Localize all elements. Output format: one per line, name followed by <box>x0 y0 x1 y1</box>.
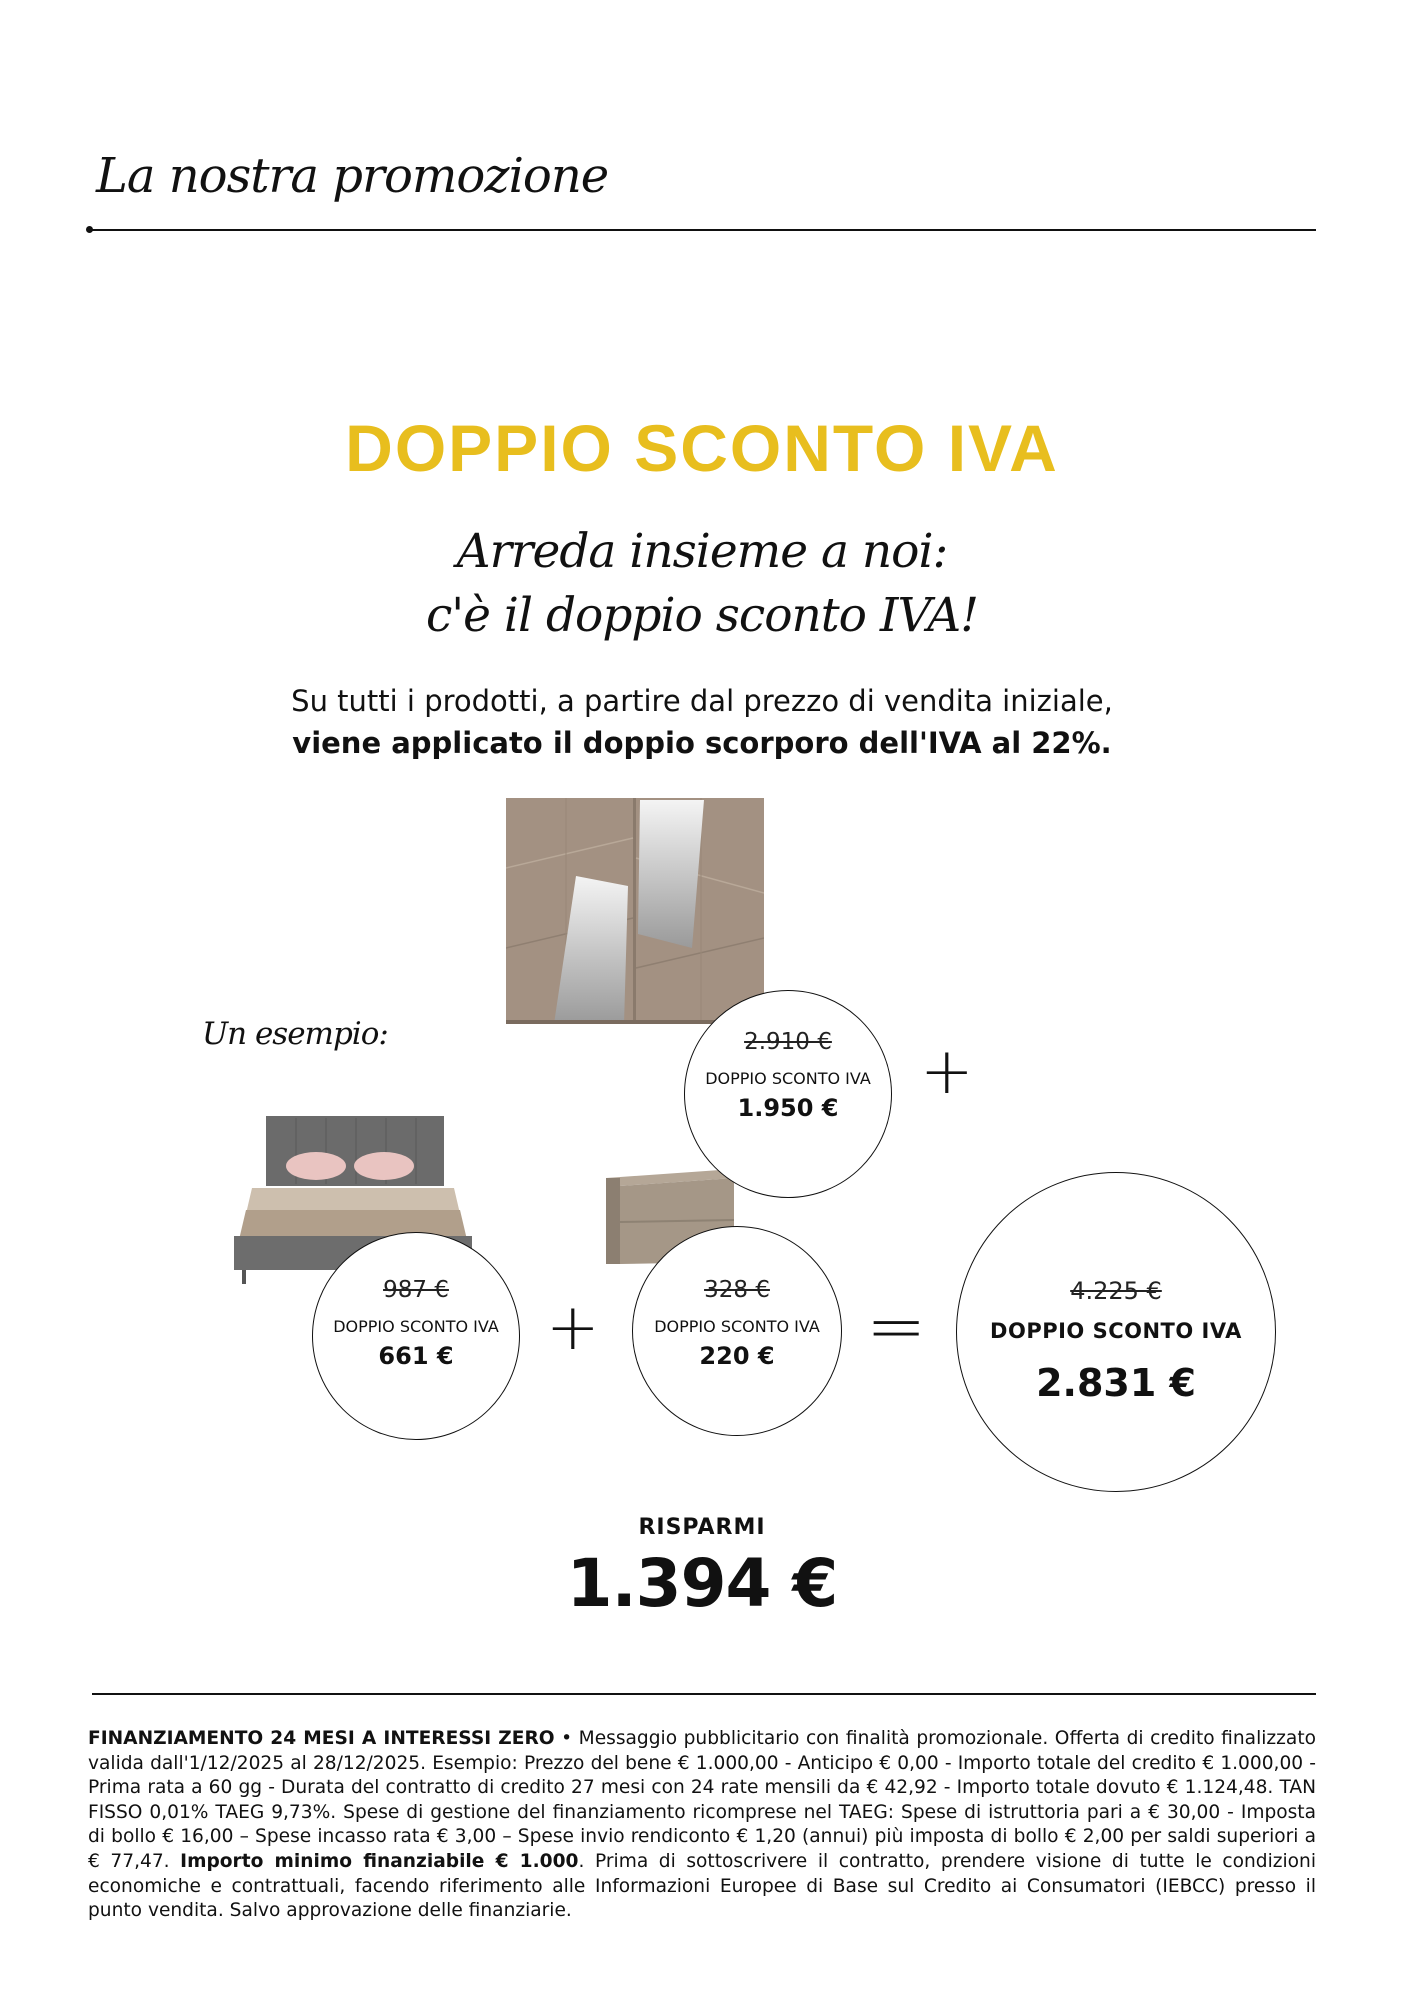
header-divider-dot <box>86 226 93 233</box>
total-old-price: 4.225 € <box>1070 1277 1162 1305</box>
legal-bold-part: Importo minimo finanziabile € 1.000 <box>180 1850 579 1872</box>
promo-intro <box>0 680 1404 764</box>
savings-value: 1.394 € <box>566 1545 838 1622</box>
legal-text-part2: . Prima di sottoscrivere il contratto, prendere visione di tutte le condizioni economiche e contrattuali, facendo riferimento alle Informazioni Europee di Base sul Credito ai Consumatori (IEBCC) presso il punto vendita. Salvo approvazione delle finanziarie. <box>88 1850 1316 1922</box>
header-divider <box>88 229 1316 231</box>
legal-separator: • <box>554 1728 579 1749</box>
wardrobe-price-circle <box>684 990 892 1198</box>
nightstand-price-circle <box>632 1226 842 1436</box>
footer-divider <box>92 1693 1316 1695</box>
promo-intro-line2: viene applicato il doppio scorporo dell'IVA al 22%. <box>292 726 1112 760</box>
savings-label: RISPARMI <box>638 1515 766 1540</box>
promo-subhead-line2: c'è il doppio sconto IVA! <box>425 588 979 643</box>
nightstand-old-price: 328 € <box>704 1277 770 1303</box>
example-label: Un esempio: <box>202 1016 388 1052</box>
plus-symbol-2: + <box>546 1291 600 1365</box>
nightstand-discount-label: DOPPIO SCONTO IVA <box>654 1317 820 1336</box>
total-discount-label: DOPPIO SCONTO IVA <box>990 1319 1242 1343</box>
plus-symbol-1: + <box>920 1035 974 1109</box>
legal-disclaimer <box>88 1727 1316 1924</box>
nightstand-new-price: 220 € <box>699 1342 775 1370</box>
bed-new-price: 661 € <box>378 1342 454 1370</box>
bed-discount-label: DOPPIO SCONTO IVA <box>333 1317 499 1336</box>
wardrobe-image <box>506 798 764 1024</box>
promo-subhead-line1: Arreda insieme a noi: <box>456 524 948 579</box>
wardrobe-old-price: 2.910 € <box>744 1029 832 1055</box>
total-price-circle <box>956 1172 1276 1492</box>
section-title: La nostra promozione <box>96 148 609 204</box>
bed-price-circle <box>312 1232 520 1440</box>
total-new-price: 2.831 € <box>1036 1361 1196 1405</box>
promo-intro-line1: Su tutti i prodotti, a partire dal prezzo di vendita iniziale, <box>291 684 1113 718</box>
legal-title: FINANZIAMENTO 24 MESI A INTERESSI ZERO <box>88 1728 555 1749</box>
legal-text-part1: Messaggio pubblicitario con finalità promozionale. Offerta di credito finalizzato valida dall'1/12/2025 al 28/12/2025. Esempio: Prezzo del bene € 1.000,00 - Anticipo € 0,00 - Importo totale del credito € 1.000,00 - Prima rata a 60 gg - Durata del contratto di credito 27 mesi con 24 rate mensili da € 42,92 - Importo totale dovuto € 1.124,48. TAN FISSO 0,01% TAEG 9,73%. Spese di gestione del finanziamento ricomprese nel TAEG: Spese di istruttoria pari a € 30,00 - Imposta di bollo € 16,00 – Spese incasso rata € 3,00 – Spese invio rendiconto € 1,20 (annui) più imposta di bollo € 2,00 per saldi superiori a € 77,47. <box>88 1728 1316 1872</box>
promo-subhead <box>0 520 1404 648</box>
promo-headline: DOPPIO SCONTO IVA <box>345 411 1059 485</box>
bed-old-price: 987 € <box>383 1277 449 1303</box>
wardrobe-discount-label: DOPPIO SCONTO IVA <box>705 1069 871 1088</box>
wardrobe-new-price: 1.950 € <box>737 1094 839 1122</box>
equals-symbol: = <box>866 1284 927 1368</box>
